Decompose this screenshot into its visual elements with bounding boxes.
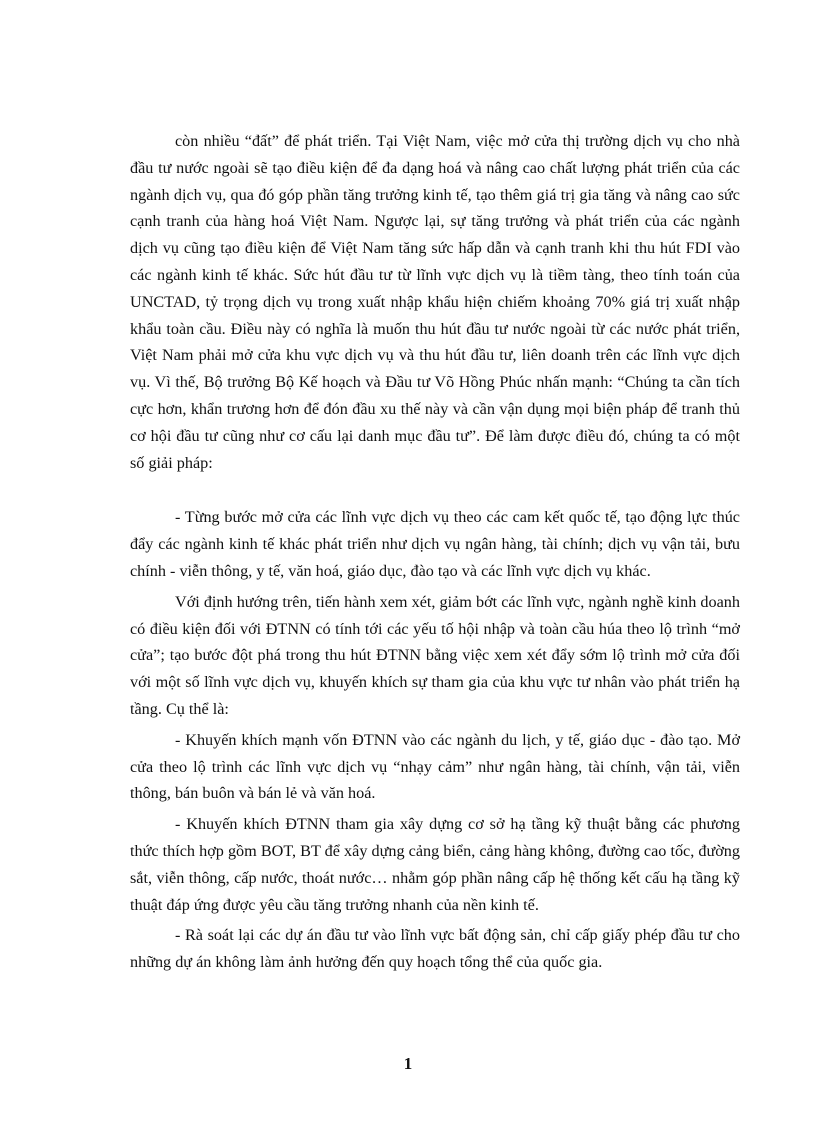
paragraph-bullet-real-estate: - Rà soát lại các dự án đầu tư vào lĩnh vực bất động sản, chỉ cấp giấy phép đầu tư cho những dự án không làm ảnh hưởng đến quy hoạch tổng thể của quốc gia. [130, 926, 740, 972]
paragraph-bullet-open-services: - Từng bước mở cửa các lĩnh vực dịch vụ theo các cam kết quốc tế, tạo động lực thúc đẩy các ngành kinh tế khác phát triển như dịch vụ ngân hàng, tài chính; dịch vụ vận tải, bưu chính - viễn thông, y tế, văn hoá, giáo dục, đào tạo và các lĩnh vực dịch vụ khác. [130, 508, 740, 580]
paragraph-intro: còn nhiều “đất” để phát triển. Tại Việt Nam, việc mở cửa thị trường dịch vụ cho nhà đầu tư nước ngoài sẽ tạo điều kiện để đa dạng hoá và nâng cao chất lượng phát triển của các ngành dịch vụ, qua đó góp phần tăng trưởng kinh tế, tạo thêm giá trị gia tăng và nâng cao sức cạnh tranh của hàng hoá Việt Nam. Ngược lại, sự tăng trưởng và phát triển của các ngành dịch vụ cũng tạo điều kiện để Việt Nam tăng sức hấp dẫn và cạnh tranh khi thu hút FDI vào các ngành kinh tế khác. Sức hút đầu tư từ lĩnh vực dịch vụ là tiềm tàng, theo tính toán của UNCTAD, tỷ trọng dịch vụ trong xuất nhập khẩu hiện chiếm khoảng 70% giá trị xuất nhập khẩu toàn cầu. Điều này có nghĩa là muốn thu hút đầu tư nước ngoài từ các nước phát triển, Việt Nam phải mở cửa khu vực dịch vụ và thu hút đầu tư, liên doanh trên các lĩnh vực dịch vụ. Vì thế, Bộ trưởng Bộ Kế hoạch và Đầu tư Võ Hồng Phúc nhấn mạnh: “Chúng ta cần tích cực hơn, khẩn trương hơn để đón đầu xu thế này và cần vận dụng mọi biện pháp để tranh thủ cơ hội đầu tư cũng như cơ cấu lại danh mục đầu tư”. Để làm được điều đó, chúng ta có một số giải pháp: [130, 132, 740, 472]
page-number: 1 [403, 1054, 413, 1073]
paragraph-orientation: Với định hướng trên, tiến hành xem xét, giảm bớt các lĩnh vực, ngành nghề kinh doanh có điều kiện đối với ĐTNN có tính tới các yếu tố hội nhập và toàn cầu húa theo lộ trình “mở cửa”; tạo bước đột phá trong thu hút ĐTNN bằng việc xem xét đẩy sớm lộ trình mở cửa đối với một số lĩnh vực dịch vụ, khuyến khích sự tham gia của khu vực tư nhân vào phát triển hạ tầng. Cụ thể là: [130, 592, 740, 718]
paragraph-bullet-infrastructure: - Khuyến khích ĐTNN tham gia xây dựng cơ sở hạ tầng kỹ thuật bằng các phương thức thích hợp gồm BOT, BT để xây dựng cảng biển, cảng hàng không, đường cao tốc, đường sắt, viễn thông, cấp nước, thoát nước… nhằm góp phần nâng cấp hệ thống kết cấu hạ tầng kỹ thuật đáp ứng được yêu cầu tăng trưởng nhanh của nền kinh tế. [130, 815, 740, 914]
document-body [130, 128, 740, 980]
paragraph-bullet-encourage-fdi: - Khuyến khích mạnh vốn ĐTNN vào các ngành du lịch, y tế, giáo dục - đào tạo. Mở cửa theo lộ trình các lĩnh vực dịch vụ “nhạy cảm” như ngân hàng, tài chính, vận tải, viễn thông, bán buôn và bán lẻ và văn hoá. [130, 730, 740, 803]
